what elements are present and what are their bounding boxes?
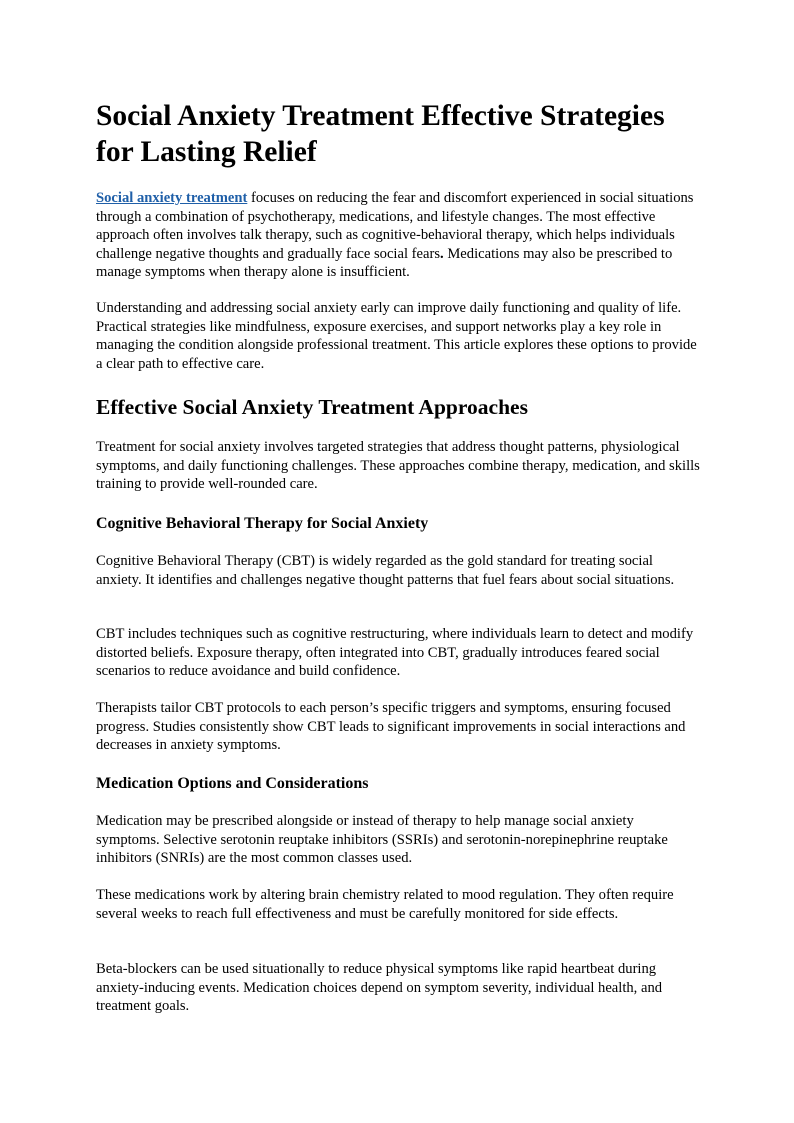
- intro-text: focuses on reducing the fear and discomfort experienced in social situations through a combination of psychotherapy, medications, and lifestyle changes. The most effective approach often involves talk therapy, such as cognitive-behavioral therapy, which helps individuals challenge negative thoughts and gradually face social fears: [96, 190, 694, 262]
- approaches-paragraph: Treatment for social anxiety involves targeted strategies that address thought patterns, physiological symptoms, and daily functioning challenges. These approaches combine therapy, medication, and skills training to provide well-rounded care.: [96, 439, 700, 492]
- medication-paragraph-1: Medication may be prescribed alongside or instead of therapy to help manage social anxiety symptoms. Selective serotonin reuptake inhibitors (SSRIs) and serotonin-norepinephrine reuptake inhibitors (SNRIs) are the most common classes used.: [96, 813, 668, 866]
- intro-period: .: [440, 245, 444, 262]
- intro-paragraph: [96, 189, 700, 282]
- cbt-paragraph-2: CBT includes techniques such as cognitive restructuring, where individuals learn to detect and modify distorted beliefs. Exposure therapy, often integrated into CBT, gradually introduces feared social scenarios to reduce avoidance and build confidence.: [96, 626, 694, 679]
- overview-paragraph: Understanding and addressing social anxiety early can improve daily functioning and quality of life. Practical strategies like mindfulness, exposure exercises, and support networks play a key role in managing the condition alongside professional treatment. This article explores these options to provide a clear path to effective care.: [96, 300, 697, 372]
- page-title: Social Anxiety Treatment Effective Strategies for Lasting Relief: [96, 100, 665, 168]
- social-anxiety-treatment-link[interactable]: Social anxiety treatment: [96, 190, 248, 206]
- cbt-paragraph-1: Cognitive Behavioral Therapy (CBT) is widely regarded as the gold standard for treating social anxiety. It identifies and challenges negative thought patterns that fuel fears about social situations.: [96, 553, 675, 588]
- medication-paragraph-3: Beta-blockers can be used situationally to reduce physical symptoms like rapid heartbeat during anxiety-inducing events. Medication choices depend on symptom severity, individual health, and treatment goals.: [96, 961, 663, 1014]
- section-heading-approaches: Effective Social Anxiety Treatment Approaches: [96, 395, 528, 419]
- medication-paragraph-2: These medications work by altering brain chemistry related to mood regulation. They often require several weeks to reach full effectiveness and must be carefully monitored for side effects.: [96, 887, 674, 922]
- section-heading-cbt: Cognitive Behavioral Therapy for Social Anxiety: [96, 515, 429, 532]
- intro-text-end: Medications may also be prescribed to manage symptoms when therapy alone is insufficient.: [96, 245, 673, 280]
- cbt-paragraph-3: Therapists tailor CBT protocols to each person’s specific triggers and symptoms, ensuring focused progress. Studies consistently show CBT leads to significant improvements in social interactions and decreases in anxiety symptoms.: [96, 700, 686, 753]
- section-heading-medication: Medication Options and Considerations: [96, 775, 369, 792]
